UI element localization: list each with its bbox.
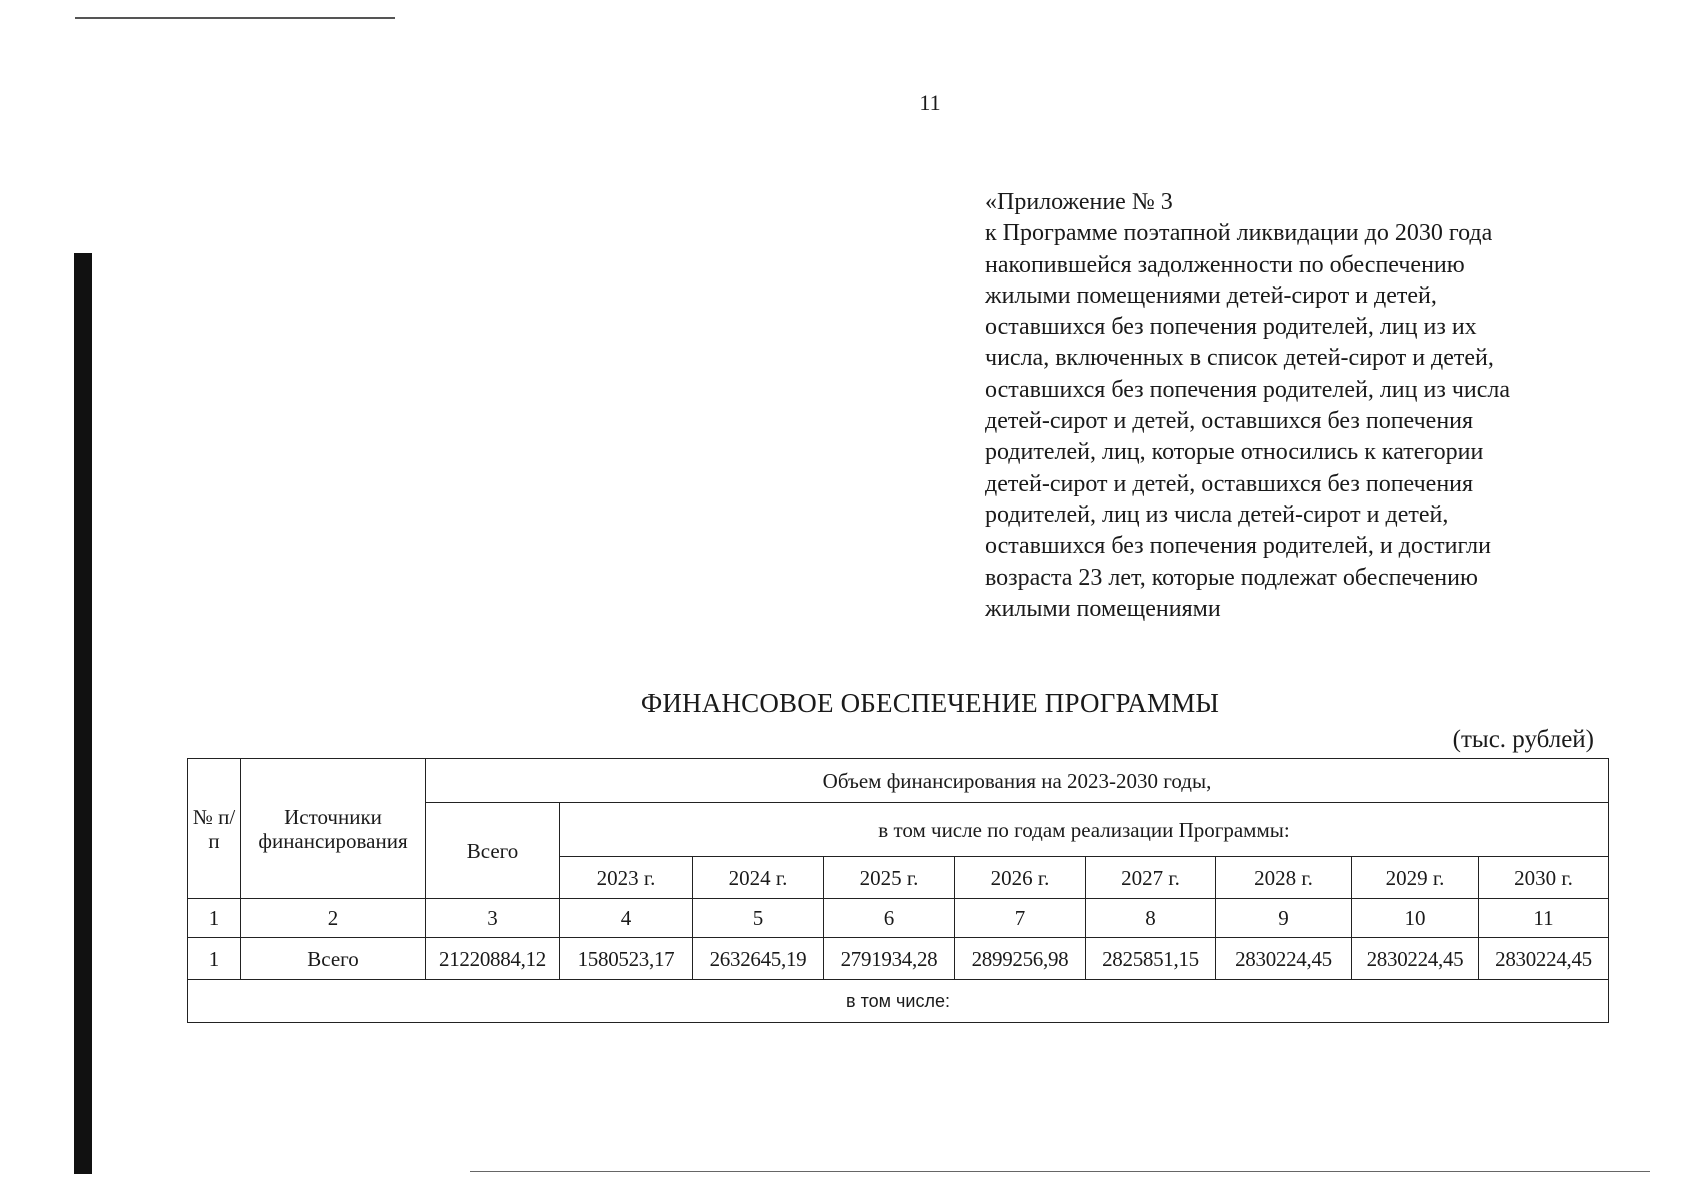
table-header-row [188, 759, 1609, 803]
header-cell-volume: Объем финансирования на 2023-2030 годы, [426, 759, 1609, 803]
subheader-cell: в том числе: [188, 980, 1609, 1023]
appendix-line: к Программе поэтапной ликвидации до 2030 года [985, 220, 1493, 247]
column-number-row [188, 899, 1609, 938]
bottom-edge-line [470, 1171, 1650, 1172]
column-number-cell: 3 [426, 899, 560, 938]
column-number-cell: 6 [824, 899, 955, 938]
appendix-line: жилыми помещениями [985, 595, 1221, 622]
header-cell-total: Всего [426, 803, 560, 899]
top-edge-line [75, 17, 395, 19]
appendix-line: накопившейся задолженности по обеспечению [985, 251, 1465, 278]
column-number-cell: 8 [1086, 899, 1216, 938]
column-number-cell: 4 [560, 899, 693, 938]
appendix-line: жилыми помещениями детей-сирот и детей, [985, 282, 1437, 309]
column-number-cell: 7 [955, 899, 1086, 938]
appendix-note [985, 187, 1585, 625]
appendix-line: оставшихся без попечения родителей, лиц из их [985, 314, 1477, 341]
row-year-value-cell: 2830224,45 [1479, 938, 1609, 980]
column-number-cell: 2 [241, 899, 426, 938]
row-year-value-cell: 2830224,45 [1352, 938, 1479, 980]
appendix-line: возраста 23 лет, которые подлежат обеспечению [985, 564, 1478, 591]
row-year-value-cell: 2830224,45 [1216, 938, 1352, 980]
appendix-line: детей-сирот и детей, оставшихся без попечения [985, 408, 1474, 435]
appendix-line: родителей, лиц из числа детей-сирот и детей, [985, 501, 1449, 528]
row-year-value-cell: 2791934,28 [824, 938, 955, 980]
column-number-cell: 11 [1479, 899, 1609, 938]
column-number-cell: 1 [188, 899, 241, 938]
page-number: 11 [919, 90, 941, 115]
financing-table [187, 758, 1609, 1023]
header-cell-year: 2029 г. [1352, 857, 1479, 899]
column-number-cell: 10 [1352, 899, 1479, 938]
header-cell-year: 2026 г. [955, 857, 1086, 899]
header-cell-years: в том числе по годам реализации Программы: [560, 803, 1609, 857]
header-cell-number: № п/п [188, 759, 241, 899]
header-cell-year: 2023 г. [560, 857, 693, 899]
scan-left-edge-bar [74, 253, 92, 1174]
appendix-line: «Приложение № 3 [985, 189, 1173, 215]
units-label: (тыс. рублей) [1452, 726, 1594, 753]
column-number-cell: 5 [693, 899, 824, 938]
header-cell-year: 2030 г. [1479, 857, 1609, 899]
row-total-cell: 21220884,12 [426, 938, 560, 980]
row-number-cell: 1 [188, 938, 241, 980]
appendix-line: родителей, лиц, которые относились к категории [985, 439, 1484, 466]
row-source-cell: Всего [241, 938, 426, 980]
table-row [188, 938, 1609, 980]
appendix-line: детей-сирот и детей, оставшихся без попечения [985, 470, 1474, 497]
row-year-value-cell: 1580523,17 [560, 938, 693, 980]
appendix-line: оставшихся без попечения родителей, и достигли [985, 533, 1491, 560]
table-subheader-row [188, 980, 1609, 1023]
appendix-line: числа, включенных в список детей-сирот и детей, [985, 345, 1494, 372]
header-cell-year: 2028 г. [1216, 857, 1352, 899]
row-year-value-cell: 2899256,98 [955, 938, 1086, 980]
header-cell-year: 2025 г. [824, 857, 955, 899]
row-year-value-cell: 2825851,15 [1086, 938, 1216, 980]
header-cell-year: 2027 г. [1086, 857, 1216, 899]
column-number-cell: 9 [1216, 899, 1352, 938]
row-year-value-cell: 2632645,19 [693, 938, 824, 980]
appendix-line: оставшихся без попечения родителей, лиц из числа [985, 376, 1511, 403]
header-cell-source: Источники финансирования [241, 759, 426, 899]
document-title: ФИНАНСОВОЕ ОБЕСПЕЧЕНИЕ ПРОГРАММЫ [640, 688, 1220, 718]
header-cell-year: 2024 г. [693, 857, 824, 899]
